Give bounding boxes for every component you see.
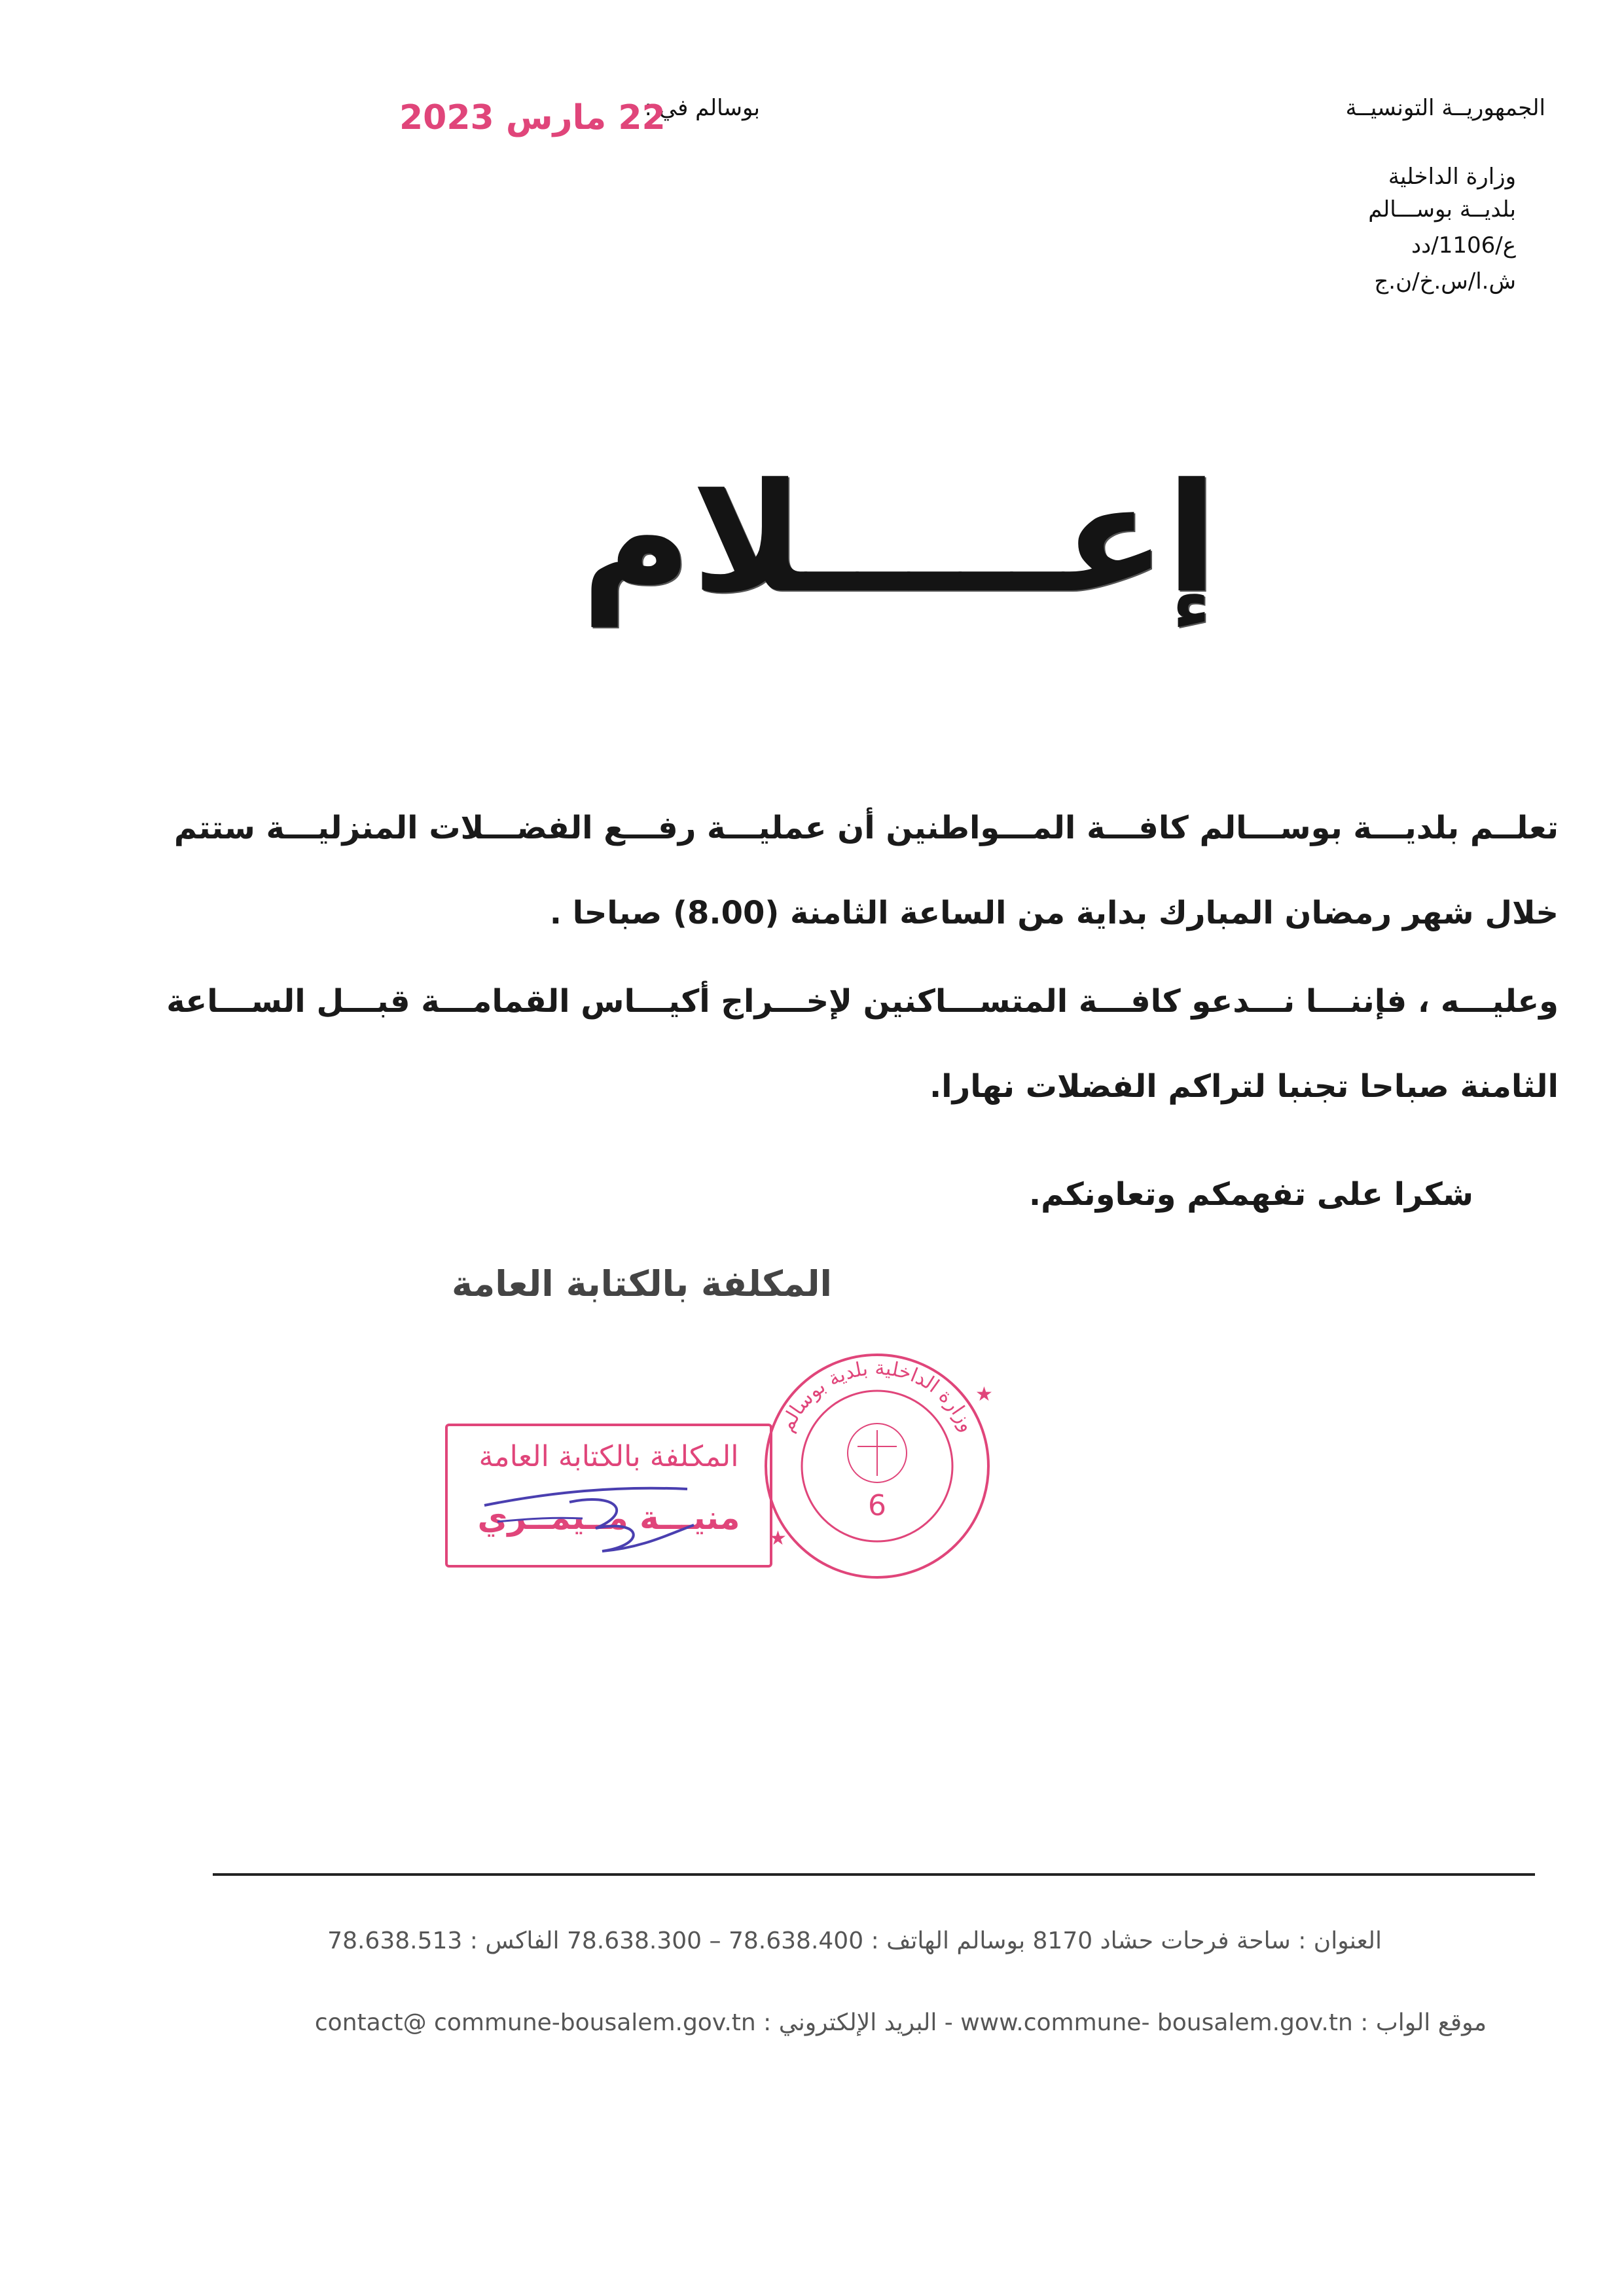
announcement-paragraph-1: تعلــم بلديـــة بوســـالم كافـــة المـــواطنين أن عمليـــة رفـــع الفضـــلات المنزليـــة ستتم خلال شهر رمضان المبارك بداية من الساعة الثامنة (8.00) صباحا . [173,810,1559,931]
announcement-paragraph-2: وعليـــه ، فإننـــا نـــدعو كافـــة المتســـاكنين لإخـــراج أكيـــاس القمامـــة قبـــل الســـاعة الثامنة صباحا تجنبا لتراكم الفضلات نهارا. [166,983,1559,1105]
stamp-role-text: المكلفة بالكتابة العامة [478,1440,739,1473]
fax-value: 78.638.513 [327,1928,463,1954]
website-link[interactable]: www.commune- bousalem.gov.tn [960,2009,1353,2036]
address-value: ساحة فرحات حشاد 8170 بوسالم [956,1928,1291,1954]
page-title: إعـــــلام [581,452,1218,626]
thanks-line: شكرا على تفهمكم وتعاونكم. [1028,1176,1473,1213]
phone-label: الهاتف : [871,1928,949,1954]
stamp-circle-text: وزارة الداخلية بلدية بوسالم [775,1356,979,1436]
date-stamp: 22 مارس 2023 [399,98,666,137]
header-reference-number: ع/1106/دد [1411,232,1516,259]
signature-title: المكلفة بالكتابة العامة [452,1263,832,1304]
footer-contact-line [315,2009,1487,2036]
phone-value: 78.638.300 – 78.638.400 [566,1928,864,1954]
email-label: البريد الإلكتروني : [763,2009,937,2036]
fax-label: الفاكس : [469,1928,560,1954]
header-municipality: بلديــة بوســـالم [1368,196,1516,223]
address-label: العنوان : [1298,1928,1382,1954]
separator: - [944,2009,953,2036]
svg-text:★: ★ [769,1527,787,1550]
date-label: بوسالم في : [644,95,760,121]
stamp-name-text: منيـــة مــيمــري [477,1499,740,1537]
website-label: موقع الواب : [1360,2009,1487,2036]
stamp-number: 6 [868,1489,886,1522]
email-link[interactable]: contact@ commune-bousalem.gov.tn [314,2009,756,2036]
header-republic: الجمهوريــة التونسيــة [1345,95,1545,121]
header-service-code: ش.ا/س.خ/ن.ج [1374,268,1516,295]
handwritten-signature-icon [471,1466,720,1564]
svg-text:★: ★ [975,1383,993,1406]
footer-divider [213,1873,1535,1876]
header-ministry: وزارة الداخلية [1388,164,1516,190]
official-round-stamp-icon [759,1348,995,1584]
footer-address-line [327,1928,1382,1954]
